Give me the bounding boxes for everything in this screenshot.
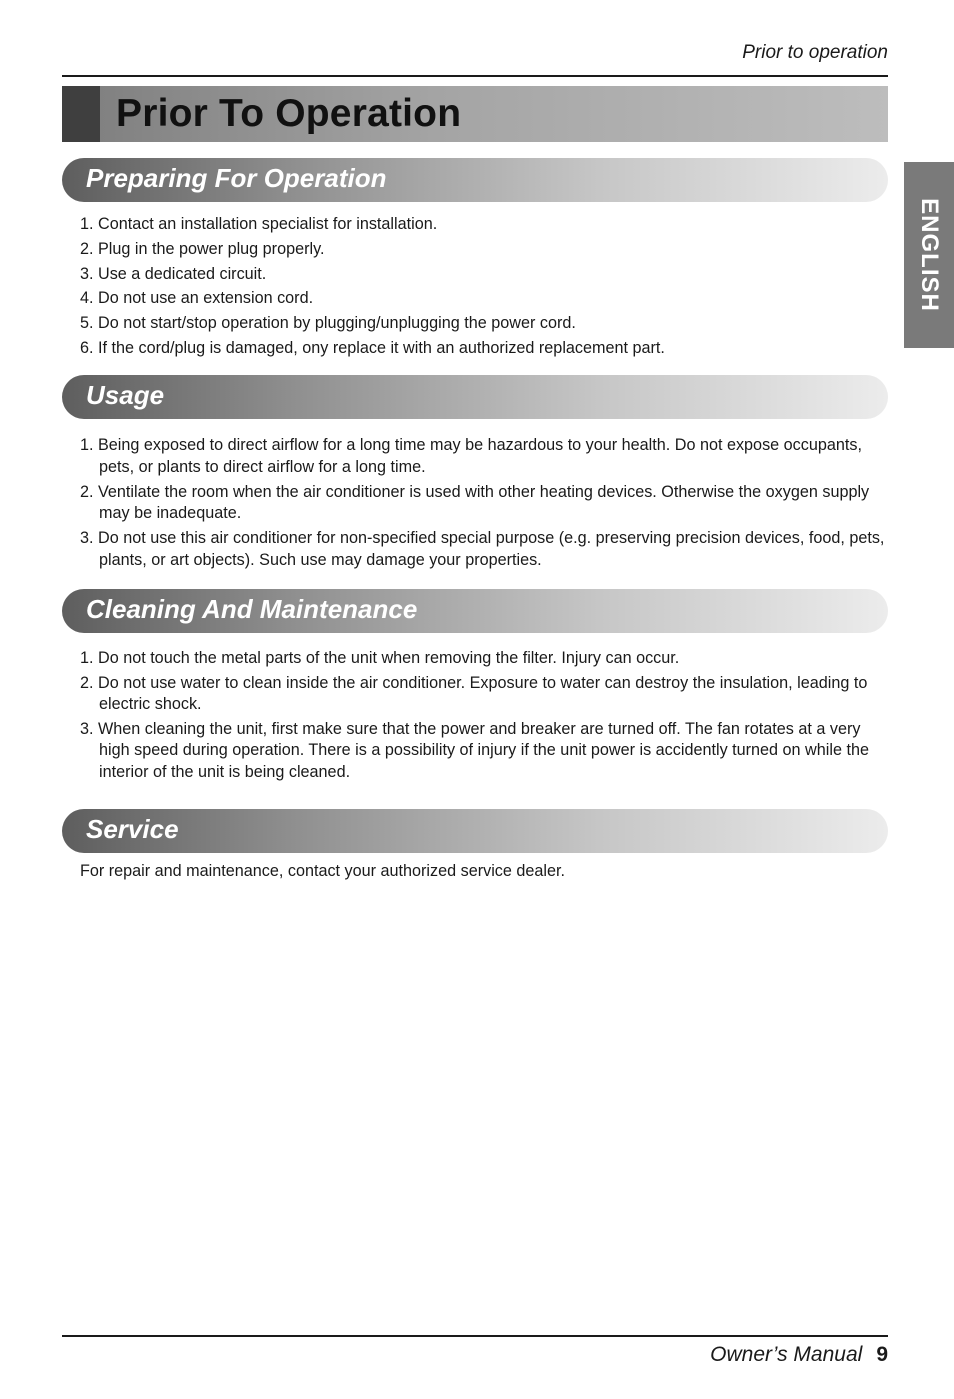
section-heading-preparing: Preparing For Operation — [86, 163, 387, 193]
list-item: 1. Being exposed to direct airflow for a long time may be hazardous to your health. Do not expose occupants, pets, or plants to direct airflow for a long time. — [80, 436, 862, 476]
section-bar-service — [62, 809, 888, 853]
usage-list — [80, 435, 890, 571]
page-number: 9 — [876, 1343, 888, 1366]
list-item: 6. If the cord/plug is damaged, ony replace it with an authorized replacement part. — [80, 338, 665, 357]
top-rule — [62, 75, 888, 77]
section-heading-service: Service — [86, 814, 179, 844]
section-bar-cleaning — [62, 589, 888, 633]
list-item: 5. Do not start/stop operation by plugging/unplugging the power cord. — [80, 314, 576, 333]
footer-manual-label: Owner’s Manual — [710, 1343, 863, 1366]
page-title: Prior To Operation — [116, 92, 462, 135]
list-item: 1. Contact an installation specialist for installation. — [80, 215, 438, 233]
section-bar-preparing — [62, 158, 888, 202]
list-item: 3. Do not use this air conditioner for non-specified special purpose (e.g. preserving precision devices, food, pets, plants, or art objects). Such use may damage your properties. — [80, 529, 885, 569]
service-text: For repair and maintenance, contact your authorized service dealer. — [80, 862, 565, 880]
list-item: 3. When cleaning the unit, first make sure that the power and breaker are turned off. The fan rotates at a very high speed during operation. There is a possibility of injury if the unit power is accidently turned on while the interior of the unit is being cleaned. — [80, 719, 869, 781]
bottom-rule — [62, 1335, 888, 1337]
footer — [710, 1343, 888, 1367]
running-header: Prior to operation — [742, 42, 888, 63]
section-heading-cleaning: Cleaning And Maintenance — [86, 594, 418, 624]
list-item: 4. Do not use an extension cord. — [80, 289, 314, 308]
list-item: 3. Use a dedicated circuit. — [80, 264, 267, 283]
list-item: 2. Ventilate the room when the air conditioner is used with other heating devices. Otherwise the oxygen supply may be inadequate. — [80, 482, 870, 522]
section-bar-usage — [62, 375, 888, 419]
preparing-list — [80, 212, 890, 361]
section-heading-usage: Usage — [86, 380, 165, 410]
list-item: 2. Do not use water to clean inside the air conditioner. Exposure to water can destroy the insulation, leading to electric shock. — [80, 673, 868, 713]
title-bar — [62, 86, 888, 142]
list-item: 2. Plug in the power plug properly. — [80, 239, 325, 258]
language-tab — [904, 162, 954, 348]
title-block — [62, 86, 100, 142]
list-item: 1. Do not touch the metal parts of the unit when removing the filter. Injury can occur. — [80, 649, 680, 667]
cleaning-list — [80, 648, 890, 783]
language-label: ENGLISH — [916, 198, 943, 312]
